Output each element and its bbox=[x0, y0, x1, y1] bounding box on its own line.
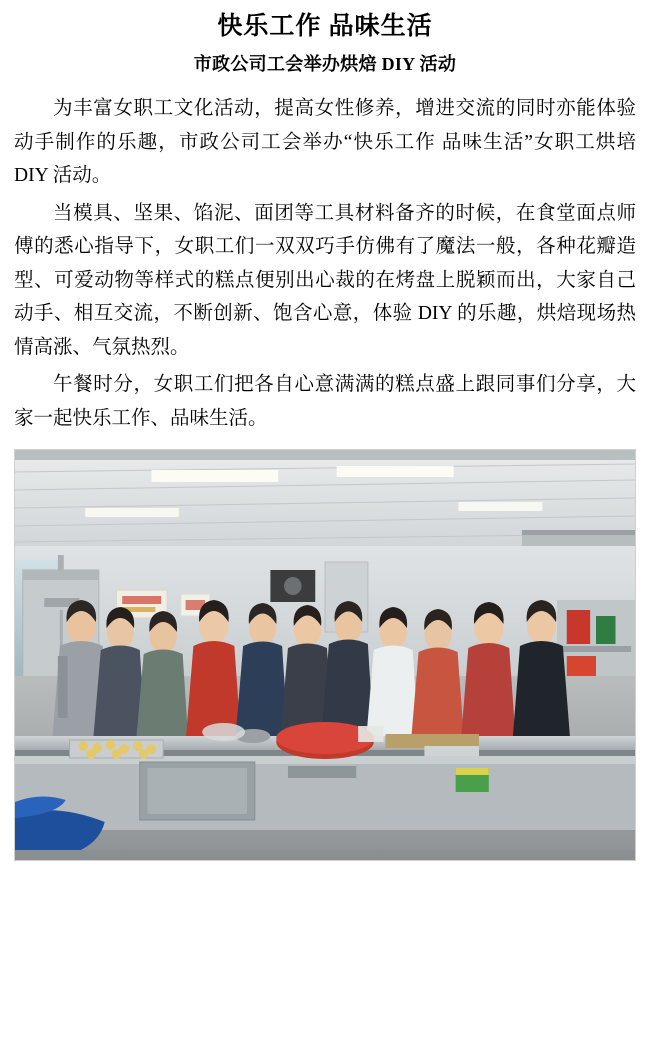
page-subtitle: 市政公司工会举办烘焙 DIY 活动 bbox=[193, 53, 457, 74]
paragraph-1: 为丰富女职工文化活动，提高女性修养，增进交流的同时亦能体验动手制作的乐趣，市政公司工会举办“快乐工作 品味生活”女职工烘培 DIY 活动。 bbox=[14, 98, 636, 187]
photo-container bbox=[14, 449, 636, 861]
group-photo-baking-activity bbox=[15, 450, 635, 860]
page-title: 快乐工作 品味生活 bbox=[217, 13, 433, 40]
paragraph-3: 午餐时分，女职工们把各自心意满满的糕点盛上跟同事们分享，大家一起快乐工作、品味生活。 bbox=[14, 374, 636, 429]
article-body bbox=[8, 92, 642, 435]
paragraph-2: 当模具、坚果、馅泥、面团等工具材料备齐的时候，在食堂面点师傅的悉心指导下，女职工们一双双巧手仿佛有了魔法一般，各种花瓣造型、可爱动物等样式的糕点便别出心裁的在烤盘上脱颖而出，大家自己动手、相互交流，不断创新、饱含心意，体验 DIY 的乐趣，烘焙现场热情高涨、气氛热烈。 bbox=[14, 202, 636, 358]
document-page bbox=[0, 10, 650, 1049]
